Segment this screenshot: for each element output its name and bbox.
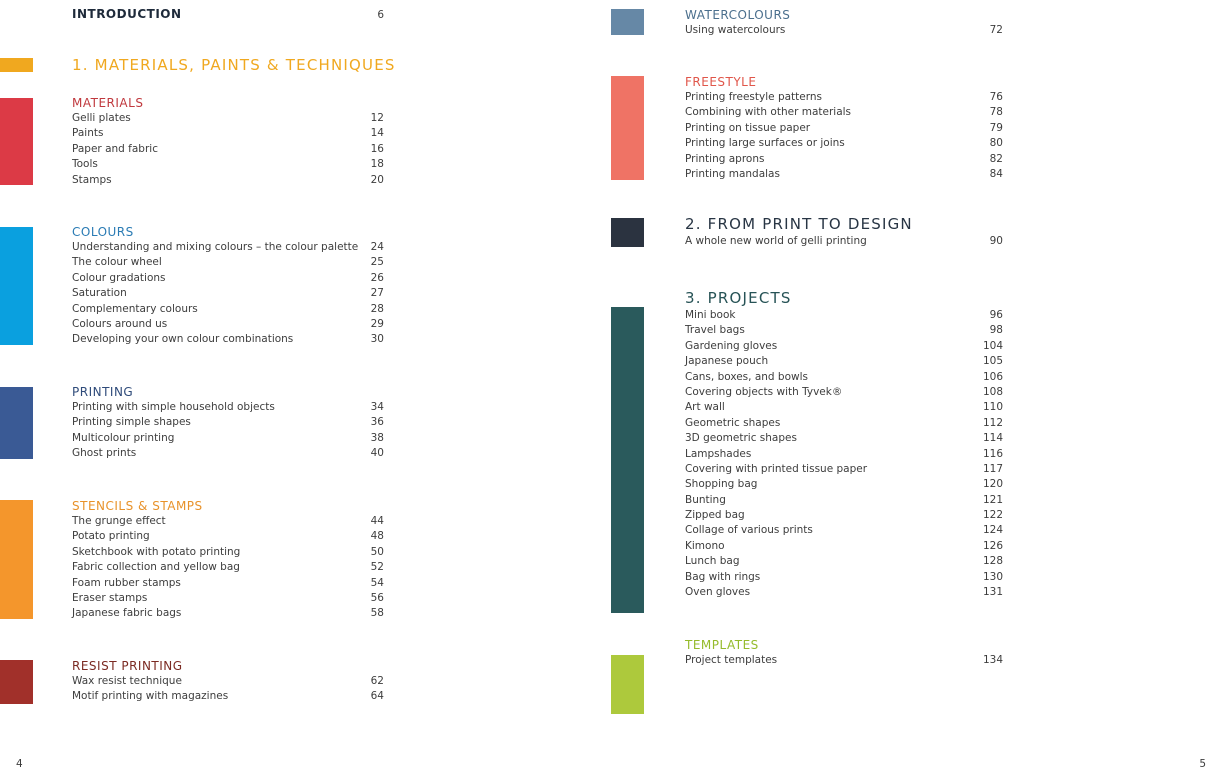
toc-row[interactable] (685, 136, 1003, 151)
toc-label: Developing your own colour combinations (72, 333, 294, 346)
toc-row[interactable] (72, 514, 384, 529)
right-page (607, 0, 1214, 774)
toc-row[interactable] (72, 446, 384, 461)
toc-row[interactable] (685, 653, 1003, 668)
toc-label: Fabric collection and yellow bag (72, 561, 240, 574)
toc-page: 80 (989, 137, 1003, 150)
toc-row[interactable] (685, 508, 1003, 523)
toc-label: Gardening gloves (685, 339, 778, 352)
toc-label: Multicolour printing (72, 431, 175, 444)
toc-label: Bag with rings (685, 570, 761, 583)
templates-list (685, 653, 1003, 668)
toc-label: Lunch bag (685, 555, 740, 568)
toc-row[interactable] (685, 105, 1003, 120)
toc-label: Printing with simple household objects (72, 401, 275, 413)
toc-row[interactable] (72, 240, 384, 255)
toc-page: 29 (370, 317, 384, 330)
toc-label: Covering with printed tissue paper (685, 462, 868, 475)
part3-title: 3. PROJECTS (685, 289, 792, 307)
materials-title: MATERIALS (72, 96, 144, 110)
part2-color-bar (611, 218, 644, 247)
colours-list (72, 240, 384, 348)
freestyle-list (685, 90, 1003, 182)
toc-page: 25 (370, 256, 384, 269)
toc-page: 105 (982, 355, 1003, 368)
toc-row[interactable] (685, 462, 1003, 477)
toc-row[interactable] (72, 560, 384, 575)
toc-label: Understanding and mixing colours – the colour palette (72, 241, 359, 253)
toc-row[interactable] (685, 354, 1003, 369)
toc-row[interactable] (685, 90, 1003, 105)
toc-label: Potato printing (72, 530, 150, 543)
toc-row[interactable] (72, 317, 384, 332)
part3-section (685, 288, 1003, 600)
toc-label: Paints (72, 127, 104, 140)
resist-list (72, 674, 384, 705)
toc-page: 79 (989, 121, 1003, 134)
page-number-left: 4 (16, 758, 23, 770)
toc-row[interactable] (685, 308, 1003, 323)
toc-row[interactable] (72, 126, 384, 141)
toc-label: Printing simple shapes (72, 416, 191, 429)
toc-row[interactable] (72, 111, 384, 126)
watercolours-list (685, 23, 1003, 38)
toc-page: 58 (370, 607, 384, 620)
toc-label: Covering objects with Tyvek® (685, 385, 843, 398)
toc-page: 27 (370, 287, 384, 300)
stencils-color-bar (0, 500, 33, 619)
toc-label: Shopping bag (685, 478, 758, 491)
printing-title: PRINTING (72, 385, 134, 399)
templates-color-bar (611, 655, 644, 714)
toc-row[interactable] (685, 570, 1003, 585)
toc-row[interactable] (72, 286, 384, 301)
toc-page: 134 (982, 654, 1003, 666)
watercolours-section (685, 7, 1003, 38)
toc-row[interactable] (72, 173, 384, 188)
toc-page: 52 (370, 561, 384, 574)
freestyle-section (685, 74, 1003, 182)
toc-page: 40 (370, 447, 384, 460)
toc-label: Lampshades (685, 447, 752, 460)
toc-row[interactable] (685, 585, 1003, 600)
toc-row[interactable] (72, 674, 384, 689)
toc-row[interactable] (72, 431, 384, 446)
toc-page: 78 (989, 106, 1003, 119)
introduction-page: 6 (377, 9, 384, 21)
toc-row[interactable] (685, 431, 1003, 446)
toc-label: Using watercolours (685, 24, 786, 36)
toc-row[interactable] (685, 447, 1003, 462)
toc-label: Printing mandalas (685, 167, 780, 180)
toc-page: 72 (989, 24, 1003, 36)
toc-page: 18 (370, 158, 384, 171)
toc-row[interactable] (72, 271, 384, 286)
toc-label: Art wall (685, 401, 725, 414)
printing-color-bar (0, 387, 33, 459)
introduction-entry (72, 6, 384, 24)
toc-page: 28 (370, 302, 384, 315)
toc-label: Paper and fabric (72, 142, 158, 155)
colours-color-bar (0, 227, 33, 345)
toc-page: 44 (370, 515, 384, 527)
toc-label: Motif printing with magazines (72, 690, 229, 703)
toc-label: Eraser stamps (72, 591, 148, 604)
toc-label: A whole new world of gelli printing (685, 235, 867, 247)
toc-page: 121 (982, 493, 1003, 506)
toc-row[interactable] (685, 400, 1003, 415)
toc-row[interactable] (72, 689, 384, 704)
toc-label: 3D geometric shapes (685, 432, 797, 445)
toc-page: 120 (982, 478, 1003, 491)
toc-page: 38 (370, 431, 384, 444)
toc-label: Project templates (685, 654, 778, 666)
toc-row[interactable] (72, 545, 384, 560)
toc-label: Colours around us (72, 317, 168, 330)
materials-list (72, 111, 384, 188)
toc-label: Mini book (685, 309, 736, 321)
toc-row[interactable] (685, 23, 1003, 38)
toc-label: Gelli plates (72, 112, 131, 124)
toc-page: 106 (982, 370, 1003, 383)
toc-page: 131 (982, 586, 1003, 599)
toc-label: Colour gradations (72, 271, 166, 284)
part3-list (685, 308, 1003, 600)
resist-section (72, 658, 384, 705)
toc-label: Oven gloves (685, 586, 751, 599)
toc-page: 124 (982, 524, 1003, 537)
toc-row[interactable] (685, 523, 1003, 538)
toc-label: Printing aprons (685, 152, 765, 165)
toc-label: Collage of various prints (685, 524, 813, 537)
toc-row[interactable] (685, 385, 1003, 400)
toc-label: Japanese fabric bags (72, 607, 182, 620)
part1-title: 1. MATERIALS, PAINTS & TECHNIQUES (72, 56, 396, 74)
toc-page: 96 (989, 309, 1003, 321)
toc-label: Stamps (72, 173, 112, 186)
toc-page: 56 (370, 591, 384, 604)
watercolours-color-bar (611, 9, 644, 35)
toc-page: 26 (370, 271, 384, 284)
colours-title: COLOURS (72, 225, 134, 239)
toc-row[interactable] (685, 493, 1003, 508)
toc-row[interactable] (72, 302, 384, 317)
toc-page: 50 (370, 545, 384, 558)
toc-row[interactable] (685, 554, 1003, 569)
part2-title: 2. FROM PRINT TO DESIGN (685, 215, 913, 233)
toc-page: 130 (982, 570, 1003, 583)
toc-page: 117 (982, 462, 1003, 475)
toc-label: Foam rubber stamps (72, 576, 181, 589)
stencils-section (72, 498, 384, 622)
toc-row[interactable] (685, 416, 1003, 431)
materials-color-bar (0, 98, 33, 185)
toc-label: Complementary colours (72, 302, 198, 315)
toc-page: 104 (982, 339, 1003, 352)
part1-color-bar (0, 58, 33, 72)
toc-label: Wax resist technique (72, 675, 182, 687)
toc-page: 82 (989, 152, 1003, 165)
toc-row[interactable] (72, 576, 384, 591)
resist-color-bar (0, 660, 33, 704)
toc-page: 126 (982, 539, 1003, 552)
toc-row[interactable] (72, 606, 384, 621)
toc-label: The colour wheel (72, 256, 162, 269)
part2-section (685, 214, 1003, 249)
toc-page: 34 (370, 401, 384, 413)
toc-row[interactable] (685, 370, 1003, 385)
templates-title: TEMPLATES (685, 638, 759, 652)
toc-row[interactable] (685, 121, 1003, 136)
toc-page: 76 (989, 91, 1003, 103)
toc-page: 64 (370, 690, 384, 703)
toc-page: 116 (982, 447, 1003, 460)
toc-label: Printing freestyle patterns (685, 91, 822, 103)
stencils-title: STENCILS & STAMPS (72, 499, 203, 513)
page-number-right: 5 (1199, 758, 1206, 770)
toc-row[interactable] (72, 157, 384, 172)
toc-page: 20 (370, 173, 384, 186)
toc-label: Geometric shapes (685, 416, 781, 429)
toc-row[interactable] (685, 234, 1003, 249)
materials-section (72, 95, 384, 188)
printing-section (72, 384, 384, 462)
toc-page: 128 (982, 555, 1003, 568)
toc-label: Japanese pouch (685, 355, 769, 368)
toc-label: Tools (72, 158, 98, 171)
toc-page: 108 (982, 385, 1003, 398)
toc-page: 110 (982, 401, 1003, 414)
toc-page: 24 (370, 241, 384, 253)
part3-color-bar (611, 307, 644, 613)
toc-row[interactable] (72, 415, 384, 430)
toc-label: Printing on tissue paper (685, 121, 811, 134)
toc-page: 48 (370, 530, 384, 543)
introduction-title: INTRODUCTION (72, 7, 182, 21)
toc-label: Travel bags (685, 324, 745, 337)
toc-page: 114 (982, 432, 1003, 445)
watercolours-title: WATERCOLOURS (685, 8, 791, 22)
templates-section (685, 637, 1003, 668)
toc-page: 16 (370, 142, 384, 155)
toc-label: Zipped bag (685, 509, 745, 522)
toc-label: The grunge effect (72, 515, 166, 527)
resist-title: RESIST PRINTING (72, 659, 183, 673)
toc-row[interactable] (72, 142, 384, 157)
colours-section (72, 224, 384, 348)
toc-page: 36 (370, 416, 384, 429)
toc-page: 90 (989, 235, 1003, 247)
toc-label: Bunting (685, 493, 726, 506)
freestyle-title: FREESTYLE (685, 75, 757, 89)
toc-page: 30 (370, 333, 384, 346)
toc-page: 54 (370, 576, 384, 589)
toc-page: 122 (982, 509, 1003, 522)
part1-heading (72, 55, 396, 75)
toc-page: 62 (370, 675, 384, 687)
printing-list (72, 400, 384, 462)
toc-row[interactable] (72, 529, 384, 544)
part2-list (685, 234, 1003, 249)
toc-row[interactable] (72, 255, 384, 270)
toc-label: Cans, boxes, and bowls (685, 370, 808, 383)
toc-label: Ghost prints (72, 447, 137, 460)
toc-page: 84 (989, 167, 1003, 180)
toc-page: 14 (370, 127, 384, 140)
toc-row[interactable] (72, 400, 384, 415)
toc-row[interactable] (685, 477, 1003, 492)
stencils-list (72, 514, 384, 622)
toc-row[interactable] (685, 167, 1003, 182)
toc-label: Saturation (72, 287, 127, 300)
toc-label: Kimono (685, 539, 725, 552)
freestyle-color-bar (611, 76, 644, 180)
toc-label: Combining with other materials (685, 106, 852, 119)
toc-row[interactable] (685, 152, 1003, 167)
toc-label: Sketchbook with potato printing (72, 545, 241, 558)
toc-page: 112 (982, 416, 1003, 429)
toc-row[interactable] (685, 339, 1003, 354)
toc-label: Printing large surfaces or joins (685, 137, 845, 150)
toc-row[interactable] (685, 539, 1003, 554)
toc-page: 12 (370, 112, 384, 124)
toc-row[interactable] (72, 332, 384, 347)
toc-row[interactable] (685, 323, 1003, 338)
toc-row[interactable] (72, 591, 384, 606)
toc-page: 98 (989, 324, 1003, 337)
